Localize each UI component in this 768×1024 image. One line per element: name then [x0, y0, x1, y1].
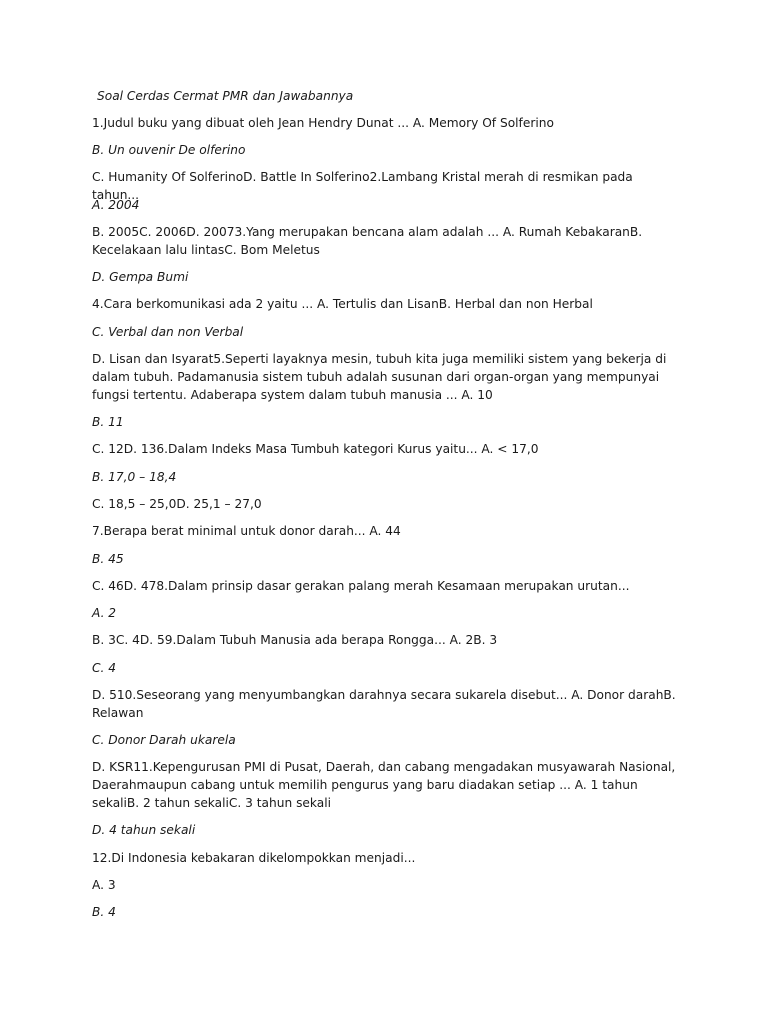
answer-line: B. 45 — [92, 552, 124, 566]
question-line: D. 510.Seseorang yang menyumbangkan darahnya secara sukarela disebut... A. Donor darahB. Relawan — [92, 688, 676, 720]
question-line: C. Humanity Of SolferinoD. Battle In Solferino2.Lambang Kristal merah di resmikan pada tahun... — [92, 170, 633, 202]
option-line: A. 3 — [92, 878, 116, 892]
question-line: D. Lisan dan Isyarat5.Seperti layaknya mesin, tubuh kita juga memiliki sistem yang bekerja di dalam tubuh. Padamanusia sistem tubuh adalah susunan dari organ-organ yang mempunyai fungsi tertentu. Adaberapa system dalam tubuh manusia ... A. 10 — [92, 352, 667, 402]
question-line: 1.Judul buku yang dibuat oleh Jean Hendry Dunat ... A. Memory Of Solferino — [92, 116, 554, 130]
question-line: B. 2005C. 2006D. 20073.Yang merupakan bencana alam adalah ... A. Rumah KebakaranB. Kecelakaan lalu lintasC. Bom Meletus — [92, 225, 643, 257]
answer-line: A. 2 — [92, 606, 117, 620]
answer-line: C. 4 — [92, 661, 117, 675]
question-line: D. KSR11.Kepengurusan PMI di Pusat, Daerah, dan cabang mengadakan musyawarah Nasional, Daerahmaupun cabang untuk memilih pengurus yang baru diadakan setiap ... A. 1 tahun sekaliB. 2 tahun sekaliC. 3 tahun sekali — [92, 760, 676, 810]
answer-line: D. Gempa Bumi — [92, 270, 189, 284]
answer-line: B. 4 — [92, 905, 116, 919]
question-line: C. 46D. 478.Dalam prinsip dasar gerakan palang merah Kesamaan merupakan urutan... — [92, 579, 630, 593]
question-line: 4.Cara berkomunikasi ada 2 yaitu ... A. Tertulis dan LisanB. Herbal dan non Herbal — [92, 297, 593, 311]
question-line: B. 3C. 4D. 59.Dalam Tubuh Manusia ada berapa Rongga... A. 2B. 3 — [92, 633, 498, 647]
answer-line: A. 2004 — [92, 198, 140, 212]
question-line: C. 12D. 136.Dalam Indeks Masa Tumbuh kategori Kurus yaitu... A. < 17,0 — [92, 442, 539, 456]
question-line: C. 18,5 – 25,0D. 25,1 – 27,0 — [92, 497, 262, 511]
answer-line: B. 11 — [92, 415, 124, 429]
answer-line: B. Un ouvenir De olferino — [92, 143, 246, 157]
question-line: 12.Di Indonesia kebakaran dikelompokkan menjadi... — [92, 851, 416, 865]
document-title: Soal Cerdas Cermat PMR dan Jawabannya — [97, 89, 354, 103]
answer-line: D. 4 tahun sekali — [92, 823, 196, 837]
answer-line: C. Donor Darah ukarela — [92, 733, 236, 747]
question-line: 7.Berapa berat minimal untuk donor darah... A. 44 — [92, 524, 401, 538]
answer-line: B. 17,0 – 18,4 — [92, 470, 177, 484]
answer-line: C. Verbal dan non Verbal — [92, 325, 244, 339]
